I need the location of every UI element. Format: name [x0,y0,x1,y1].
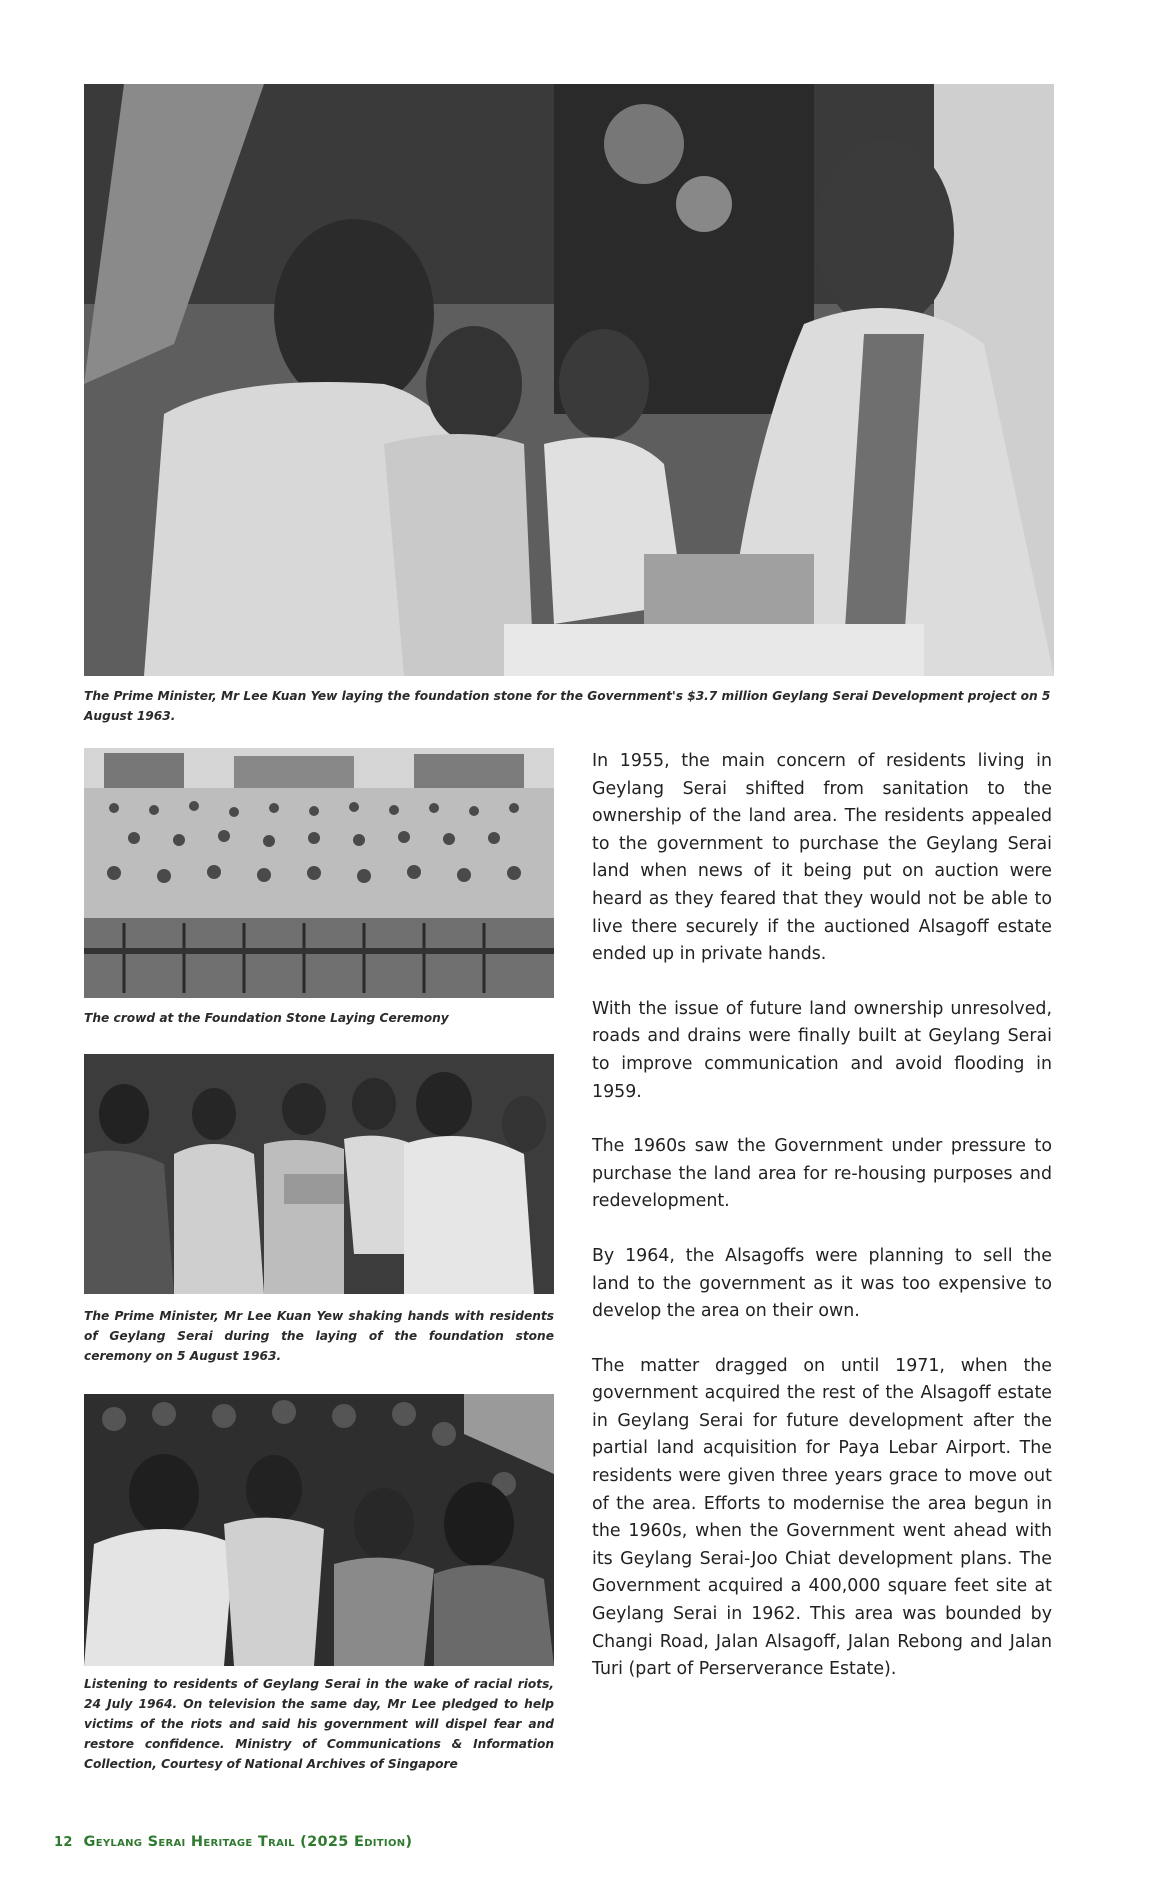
caption-crowd: The crowd at the Foundation Stone Laying Ceremony [84,1011,449,1025]
body-text [592,748,1052,1711]
page-number: 12 [54,1835,73,1850]
paragraph-1964: By 1964, the Alsagoffs were planning to sell the land to the government as it was too expensive to develop the area on their own. [592,1245,1052,1322]
paragraph-1960s: The 1960s saw the Government under pressure to purchase the land area for re-housing purposes and redevelopment. [592,1136,1052,1212]
publication-title: Geylang Serai Heritage Trail (2025 Edition) [83,1834,413,1850]
photo-handshake [84,1054,554,1294]
paragraph-1971: The matter dragged on until 1971, when the government acquired the rest of the Alsagoff estate in Geylang Serai for future development after the partial land acquisition for Paya Lebar Airport. The residents were given three years grace to move out of the area. Efforts to modernise the area begun in the 1960s, when the Government went ahead with its Geylang Serai-Joo Chiat development plans. The Government acquired a 400,000 square feet site at Geylang Serai in 1962. This area was bounded by Changi Road, Jalan Alsagoff, Jalan Rebong and Jalan Turi (part of Perserverance Estate). [592,1355,1052,1680]
photo-foundation-stone-image [84,84,1054,676]
photo-handshake-image [84,1054,554,1294]
photo-listening-image [84,1394,554,1666]
caption-foundation-stone: The Prime Minister, Mr Lee Kuan Yew laying the foundation stone for the Government's $3.7 million Geylang Serai Development project on 5 August 1963. [84,689,1051,723]
page-footer [54,1834,412,1850]
paragraph-1959: With the issue of future land ownership unresolved, roads and drains were finally built at Geylang Serai to improve communication and avoid flooding in 1959. [592,998,1052,1102]
caption-listening: Listening to residents of Geylang Serai in the wake of racial riots, 24 July 1964. On television the same day, Mr Lee pledged to help victims of the riots and said his government will dispel fear and restore confidence. Ministry of Communications & Information Collection, Courtesy of National Archives of Singapore [84,1677,554,1771]
photo-crowd-image [84,748,554,998]
paragraph-1955: In 1955, the main concern of residents living in Geylang Serai shifted from sanitation to the ownership of the land area. The residents appealed to the government to purchase the Geylang Serai land when news of it being put on auction were heard as they feared that they would not be able to live there securely if the auctioned Alsagoff estate ended up in private hands. [592,751,1052,965]
photo-crowd [84,748,554,998]
photo-foundation-stone [84,84,1054,676]
caption-handshake: The Prime Minister, Mr Lee Kuan Yew shaking hands with residents of Geylang Serai during the laying of the foundation stone ceremony on 5 August 1963. [84,1309,554,1363]
photo-listening [84,1394,554,1666]
